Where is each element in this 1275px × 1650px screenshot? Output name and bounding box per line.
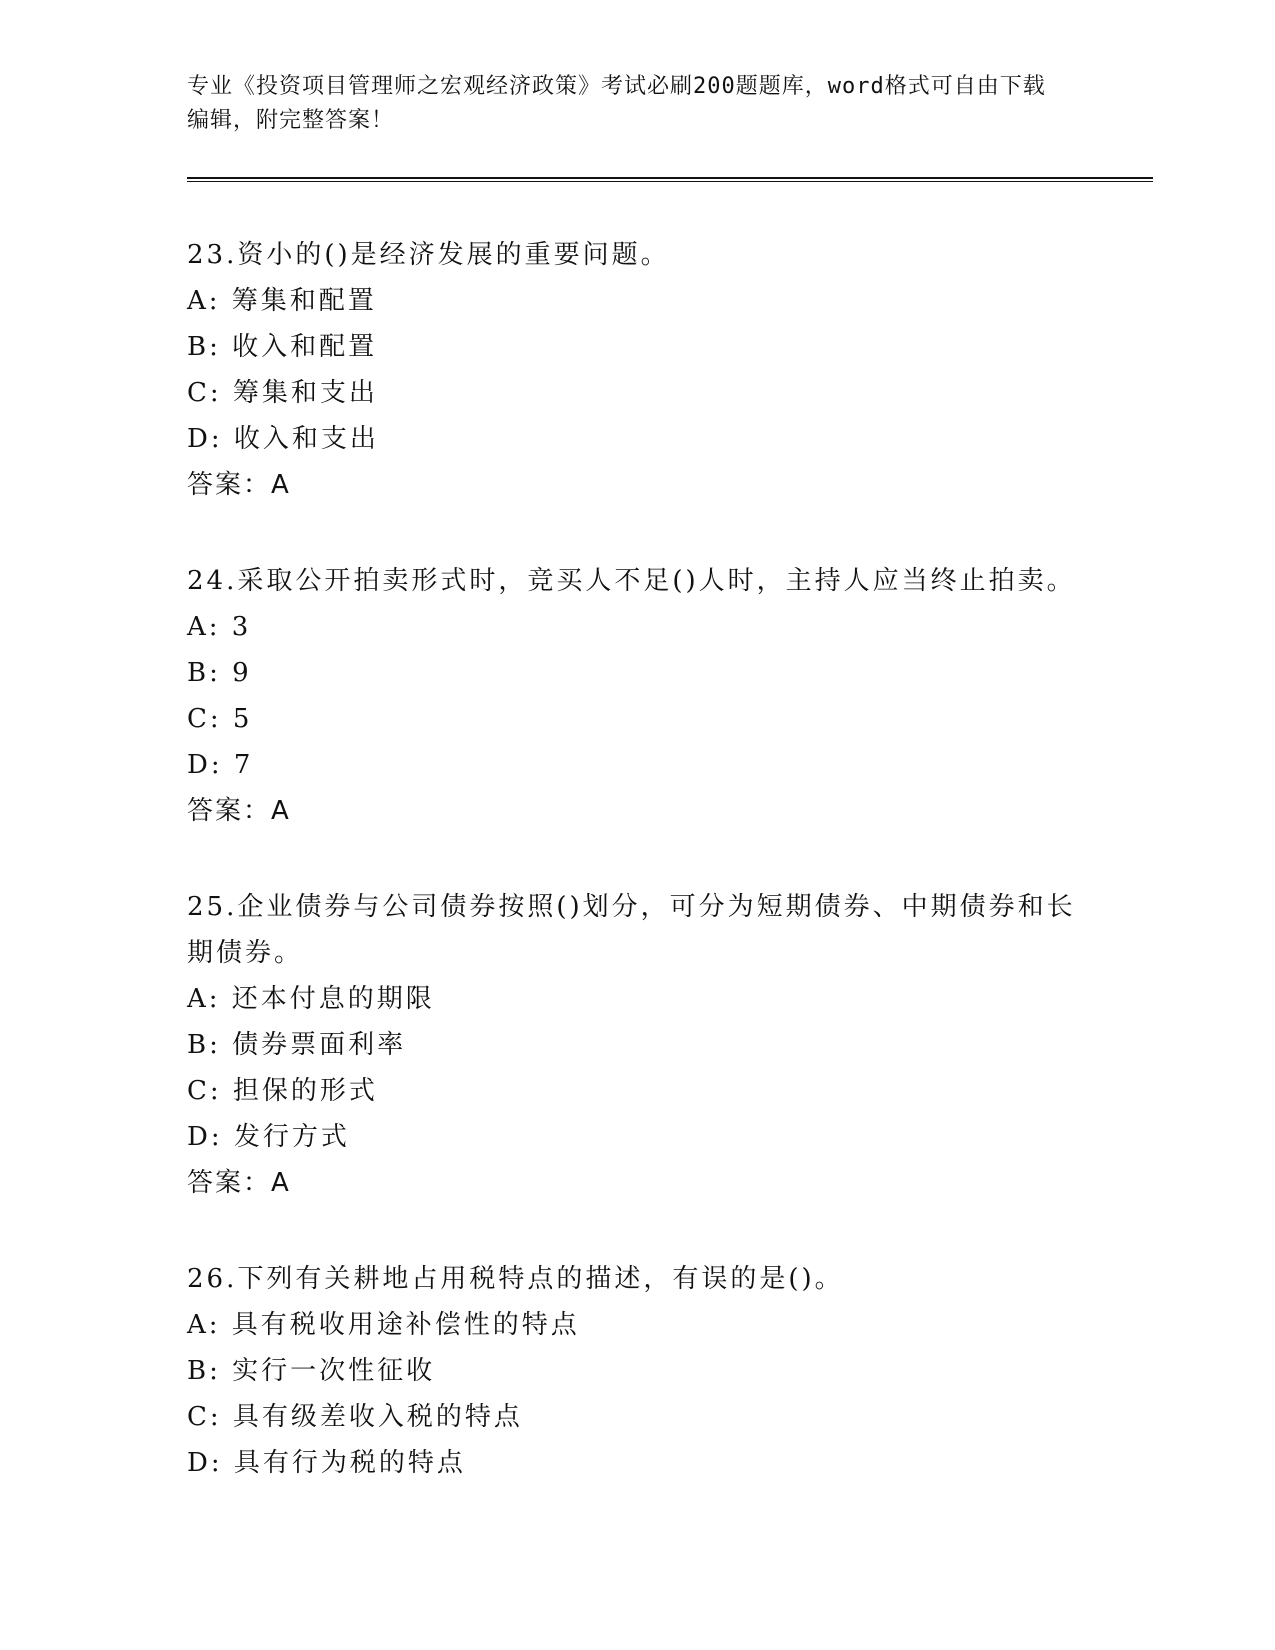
option-c: C: 具有级差收入税的特点	[187, 1402, 523, 1432]
option-a: A: 3	[187, 612, 252, 642]
question-stem: 23.资小的()是经济发展的重要问题。	[187, 240, 670, 270]
option-a: A: 具有税收用途补偿性的特点	[187, 1310, 580, 1340]
question-stem: 24.采取公开拍卖形式时，竞买人不足()人时，主持人应当终止拍卖。	[187, 566, 1076, 596]
option-d: D: 具有行为税的特点	[187, 1448, 466, 1478]
document-intro: 专业《投资项目管理师之宏观经济政策》考试必刷200题题库，word格式可自由下载编辑，附完整答案！	[187, 74, 1046, 133]
option-b: B: 实行一次性征收	[187, 1356, 436, 1386]
option-c: C: 筹集和支出	[187, 378, 378, 408]
question-stem: 26.下列有关耕地占用税特点的描述，有误的是()。	[187, 1264, 844, 1294]
option-b: B: 9	[187, 658, 252, 688]
option-c: C: 担保的形式	[187, 1076, 378, 1106]
option-c: C: 5	[187, 704, 253, 734]
header-divider	[187, 177, 1153, 182]
answer-line: 答案：A	[187, 796, 291, 826]
question-list	[187, 232, 1087, 1486]
question-stem: 25.企业债券与公司债券按照()划分，可分为短期债券、中期债券和长期债券。	[187, 892, 1076, 968]
answer-line: 答案：A	[187, 470, 291, 500]
option-d: D: 7	[187, 750, 254, 780]
option-b: B: 债券票面利率	[187, 1030, 407, 1060]
option-a: A: 还本付息的期限	[187, 984, 435, 1014]
question-item	[187, 558, 1087, 834]
option-b: B: 收入和配置	[187, 332, 378, 362]
option-d: D: 发行方式	[187, 1122, 350, 1152]
question-item	[187, 884, 1087, 1206]
option-a: A: 筹集和配置	[187, 286, 377, 316]
option-d: D: 收入和支出	[187, 424, 379, 454]
answer-line: 答案：A	[187, 1168, 291, 1198]
question-item	[187, 232, 1087, 508]
question-item	[187, 1256, 1087, 1486]
